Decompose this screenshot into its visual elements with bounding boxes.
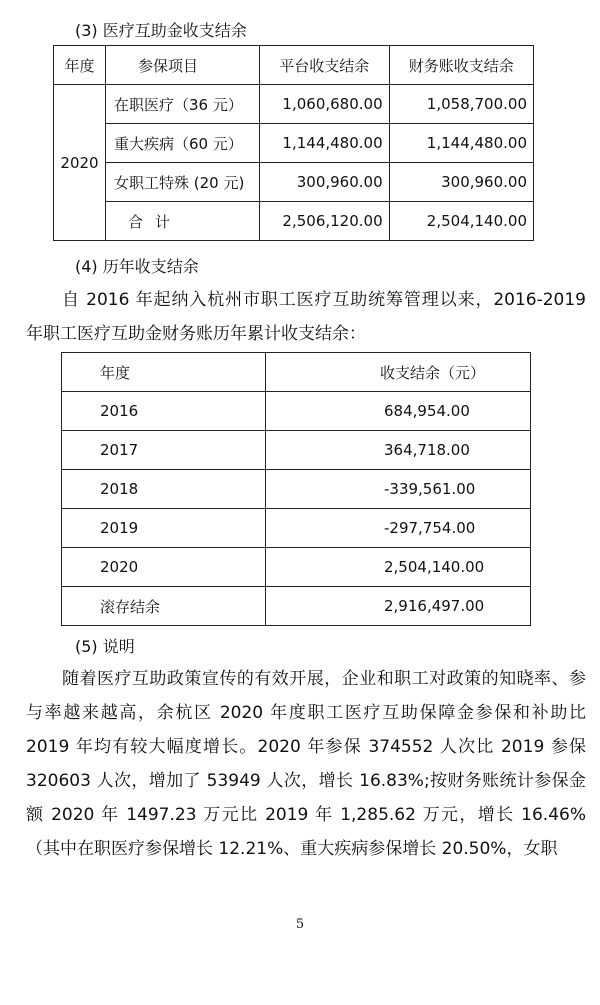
header-item: 参保项目 (106, 46, 260, 85)
table-row (54, 163, 534, 202)
finance-cell: 1,058,700.00 (389, 85, 533, 124)
table-row (54, 124, 534, 163)
finance-cell: 1,144,480.00 (389, 124, 533, 163)
table-row (54, 85, 534, 124)
total-platform: 2,506,120.00 (259, 202, 389, 241)
table-row (62, 587, 531, 626)
table-row (62, 392, 531, 431)
year-cell: 滚存结余 (62, 587, 266, 626)
item-cell: 女职工特殊 (20 元) (106, 163, 260, 202)
finance-cell: 300,960.00 (389, 163, 533, 202)
platform-cell: 300,960.00 (259, 163, 389, 202)
platform-cell: 1,060,680.00 (259, 85, 389, 124)
balance-cell: -339,561.00 (266, 470, 531, 509)
table-row (62, 431, 531, 470)
table-header-row (54, 46, 534, 85)
header-finance-balance: 财务账收支结余 (389, 46, 533, 85)
item-cell: 重大疾病（60 元） (106, 124, 260, 163)
table-row (62, 509, 531, 548)
total-finance: 2,504,140.00 (389, 202, 533, 241)
balance-cell: -297,754.00 (266, 509, 531, 548)
year-cell: 2019 (62, 509, 266, 548)
item-cell: 在职医疗（36 元） (106, 85, 260, 124)
yearly-balance-paragraph: 自 2016 年起纳入杭州市职工医疗互助统筹管理以来，2016-2019 年职工医疗互助金财务账历年累计收支结余： (26, 290, 586, 344)
year-cell: 2016 (62, 392, 266, 431)
year-cell: 2017 (62, 431, 266, 470)
table-header-row (62, 353, 531, 392)
year-cell: 2020 (62, 548, 266, 587)
section-heading-fund-balance: (3) 医疗互助金收支结余 (75, 21, 247, 40)
table-row (62, 470, 531, 509)
year-cell: 2018 (62, 470, 266, 509)
table-row (62, 548, 531, 587)
yearly-balance-table (61, 352, 531, 626)
header-platform-balance: 平台收支结余 (259, 46, 389, 85)
page-number: 5 (295, 917, 305, 932)
platform-cell: 1,144,480.00 (259, 124, 389, 163)
notes-paragraph: 随着医疗互助政策宣传的有效开展，企业和职工对政策的知晓率、参与率越来越高，余杭区 2020 年度职工医疗互助保障金参保和补助比 2019 年均有较大幅度增长。2020 年参保 374552 人次比 2019 参保 320603 人次，增加了 53949 人次，增长 16.83%;按财务账统计参保金额 2020 年 1497.23 万元比 2019 年 1,285.62 万元，增长 16.46% （其中在职医疗参保增长 12.21%、重大疾病参保增长 20.50%，女职 (26, 669, 586, 859)
total-label: 合计 (106, 202, 260, 241)
header-year: 年度 (62, 353, 266, 392)
balance-cell: 684,954.00 (266, 392, 531, 431)
balance-cell: 364,718.00 (266, 431, 531, 470)
fund-balance-table (53, 45, 534, 241)
year-cell: 2020 (54, 85, 106, 241)
section-heading-yearly-balance: (4) 历年收支结余 (75, 257, 199, 276)
balance-cell: 2,916,497.00 (266, 587, 531, 626)
header-year: 年度 (54, 46, 106, 85)
balance-cell: 2,504,140.00 (266, 548, 531, 587)
section-heading-notes: (5) 说明 (75, 637, 135, 656)
table-total-row (54, 202, 534, 241)
header-balance: 收支结余（元） (266, 353, 531, 392)
